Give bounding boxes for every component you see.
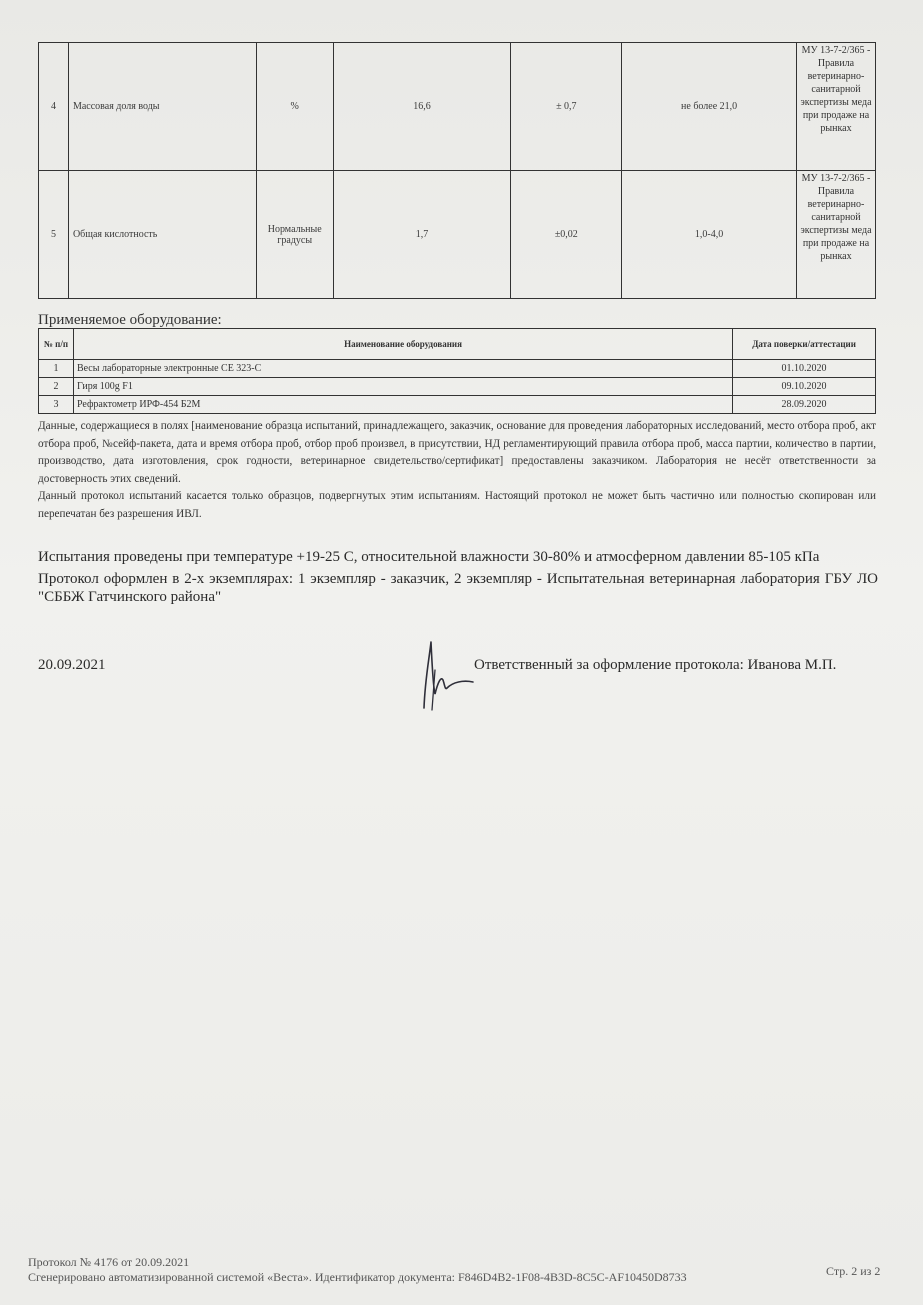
table-row bbox=[39, 43, 876, 171]
responsible-person: Ответственный за оформление протокола: Иванова М.П. bbox=[474, 657, 837, 673]
equipment-number: 1 bbox=[39, 360, 74, 378]
column-header-name: Наименование оборудования bbox=[73, 329, 732, 360]
unit: % bbox=[256, 43, 333, 171]
equipment-heading: Применяемое оборудование: bbox=[38, 312, 222, 328]
test-method: МУ 13-7-2/365 - Правила ветеринарно-санитарной экспертизы меда при продаже на рынках bbox=[796, 171, 875, 299]
uncertainty: ±0,02 bbox=[511, 171, 622, 299]
table-row bbox=[39, 378, 876, 396]
copies-paragraph: Протокол оформлен в 2-х экземплярах: 1 экземпляр - заказчик, 2 экземпляр - Испытательная ветеринарная лаборатория ГБУ ЛО "СББЖ Гатчинского района" bbox=[38, 571, 878, 605]
verification-date: 28.09.2020 bbox=[733, 396, 876, 414]
column-header-date: Дата поверки/аттестации bbox=[733, 329, 876, 360]
table-row bbox=[39, 396, 876, 414]
indicator-name: Массовая доля воды bbox=[68, 43, 256, 171]
row-number: 5 bbox=[39, 171, 69, 299]
table-row bbox=[39, 171, 876, 299]
test-conditions bbox=[38, 548, 878, 610]
uncertainty: ± 0,7 bbox=[511, 43, 622, 171]
footer-protocol-number: Протокол № 4176 от 20.09.2021 bbox=[28, 1255, 190, 1269]
result-value: 16,6 bbox=[333, 43, 511, 171]
table-row bbox=[39, 360, 876, 378]
verification-date: 09.10.2020 bbox=[733, 378, 876, 396]
norm: 1,0-4,0 bbox=[622, 171, 797, 299]
footer bbox=[28, 1255, 687, 1285]
footer-document-id: Сгенерировано автоматизированной системой «Веста». Идентификатор документа: F846D4B2-1F08-4B3D-8C5C-AF10450D8733 bbox=[28, 1270, 687, 1284]
equipment-name: Гиря 100g F1 bbox=[73, 378, 732, 396]
table-header-row bbox=[39, 329, 876, 360]
equipment-number: 2 bbox=[39, 378, 74, 396]
disclaimer-paragraph: Данные, содержащиеся в полях [наименование образца испытаний, принадлежащего, заказчик, основание для проведения лабораторных исследований, место отбора проб, акт отбора проб, №сейф-пакета, дата и время отбора проб, отбор проб произвел, в присутствии, НД регламентирующий правила отбора проб, масса партии, количество в партии, производство, дата изготовления, срок годности, ветеринарное свидетельство/сертификат] предоставлены заказчиком. Лаборатория не несёт ответственности за достоверность этих сведений. bbox=[38, 420, 876, 485]
equipment-name: Рефрактометр ИРФ-454 Б2М bbox=[73, 396, 732, 414]
equipment-table bbox=[38, 328, 876, 414]
verification-date: 01.10.2020 bbox=[733, 360, 876, 378]
unit: Нормальные градусы bbox=[256, 171, 333, 299]
norm: не более 21,0 bbox=[622, 43, 797, 171]
conditions-paragraph: Испытания проведены при температуре +19-25 С, относительной влажности 30-80% и атмосферном давлении 85-105 кПа bbox=[38, 549, 820, 565]
indicator-name: Общая кислотность bbox=[68, 171, 256, 299]
signature-icon bbox=[415, 636, 477, 714]
equipment-number: 3 bbox=[39, 396, 74, 414]
protocol-date: 20.09.2021 bbox=[38, 657, 106, 673]
disclaimer-paragraph: Данный протокол испытаний касается только образцов, подвергнутых этим испытаниям. Настоящий протокол не может быть частично или полностью скопирован или перепечатан без разрешения ИВЛ. bbox=[38, 490, 876, 520]
disclaimer bbox=[38, 418, 876, 523]
result-value: 1,7 bbox=[333, 171, 511, 299]
equipment-name: Весы лабораторные электронные СЕ 323-С bbox=[73, 360, 732, 378]
page-number: Стр. 2 из 2 bbox=[826, 1264, 881, 1278]
row-number: 4 bbox=[39, 43, 69, 171]
results-table bbox=[38, 42, 876, 299]
test-method: МУ 13-7-2/365 - Правила ветеринарно-санитарной экспертизы меда при продаже на рынках bbox=[796, 43, 875, 171]
column-header-number: № п/п bbox=[39, 329, 74, 360]
